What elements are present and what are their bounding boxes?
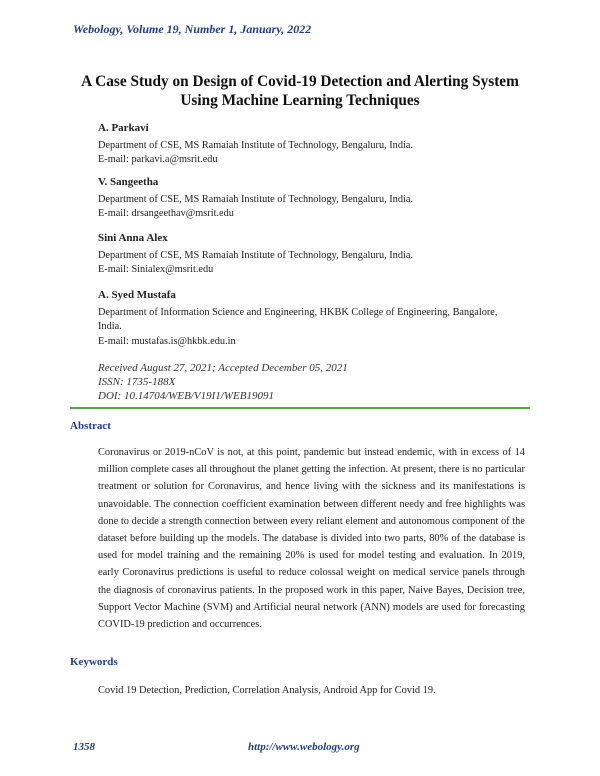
author-affiliation: Department of CSE, MS Ramaiah Institute of Technology, Bengaluru, India. (98, 193, 413, 205)
journal-header: Webology, Volume 19, Number 1, January, 2022 (73, 22, 312, 36)
author-block (98, 231, 538, 278)
page-number: 1358 (73, 741, 95, 753)
doi[interactable]: DOI: 10.14704/WEB/V19I1/WEB19091 (98, 390, 274, 402)
received-date: Received August 27, 2021; Accepted December 05, 2021 (98, 362, 348, 374)
keywords-heading: Keywords (70, 656, 118, 668)
title-line-1: A Case Study on Design of Covid-19 Detection and Alerting System (81, 73, 519, 90)
author-name: A. Parkavi (98, 122, 149, 134)
abstract-text: Coronavirus or 2019-nCoV is not, at this point, pandemic but instead endemic, with in excess of 14 million complete cases all throughout the planet getting the infection. At present, there is no particular treatment or solution for Coronavirus, and hence living with the sickness and its manifestations is unavoidable. The connection coefficient examination between different needy and free highlights was done to decide a strength connection between every reliant element and autonomous component of the dataset before building up the models. The database is divided into two parts, 80% of the database is used for model training and the remaining 20% is used for model testing and evaluation. In 2019, early Coronavirus predictions is useful to reduce colossal weight on medical service panels through the diagnosis of coronavirus patients. In the proposed work in this paper, Naive Bayes, Decision tree, Support Vector Machine (SVM) and Artificial neural network (ANN) models are used for forecasting COVID-19 prediction and occurrences. (98, 447, 525, 631)
author-name: Sini Anna Alex (98, 232, 168, 244)
article-meta (98, 361, 538, 403)
author-affiliation: Department of Information Science and Engineering, HKBK College of Engineering, Bangalore, (98, 306, 498, 318)
author-email[interactable]: E-mail: drsangeethav@msrit.edu (98, 208, 234, 219)
issn: ISSN: 1735-188X (98, 376, 176, 388)
author-name: V. Sangeetha (98, 176, 159, 188)
keywords-text: Covid 19 Detection, Prediction, Correlation Analysis, Android App for Covid 19. (98, 685, 436, 696)
author-email[interactable]: E-mail: parkavi.a@msrit.edu (98, 154, 218, 165)
author-name: A. Syed Mustafa (98, 289, 176, 301)
author-block (98, 288, 538, 349)
author-block (98, 121, 538, 168)
section-divider (70, 407, 530, 409)
abstract-heading: Abstract (70, 420, 111, 432)
author-affiliation: Department of CSE, MS Ramaiah Institute of Technology, Bengaluru, India. (98, 249, 413, 261)
author-email[interactable]: E-mail: mustafas.is@hkbk.edu.in (98, 335, 236, 347)
author-block (98, 175, 538, 222)
title-line-2: Using Machine Learning Techniques (180, 92, 420, 109)
paper-title (40, 72, 560, 110)
author-affiliation: India. (98, 321, 122, 332)
author-email[interactable]: E-mail: Sinialex@msrit.edu (98, 264, 214, 275)
author-affiliation: Department of CSE, MS Ramaiah Institute of Technology, Bengaluru, India. (98, 139, 413, 151)
footer-url[interactable]: http://www.webology.org (248, 741, 360, 753)
